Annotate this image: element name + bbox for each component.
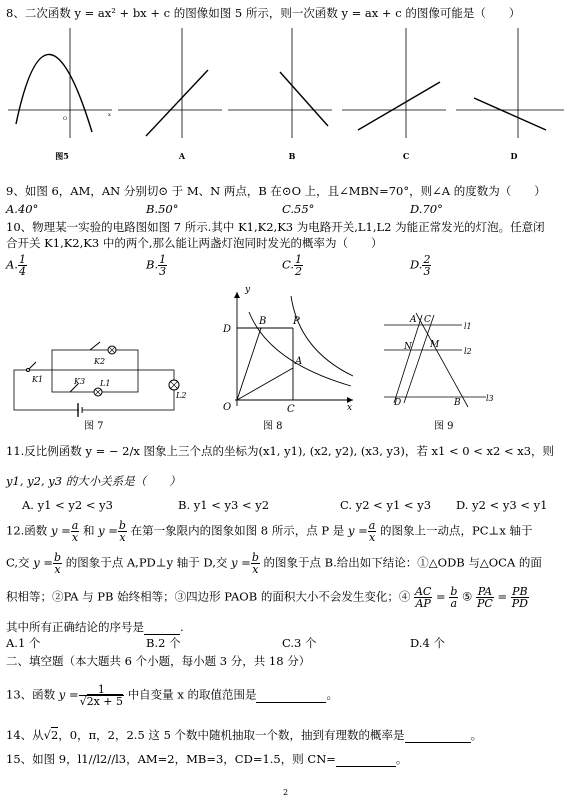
fig8-label-d: D	[223, 324, 232, 335]
q12-option-c: C.3 个	[282, 636, 317, 650]
fig8-label-x: x	[347, 403, 353, 413]
q14-answer-blank[interactable]	[405, 728, 471, 743]
q11-option-a: A. y1 < y2 < y3	[22, 498, 113, 512]
fig8-label-c: C	[287, 404, 295, 415]
q11-line1: 11.反比例函数 y = − 2/x 图象上三个点的坐标为(x1, y1), (x2, y2), (x3, y3)，若 x1 < 0 < x2 < x3，则	[6, 444, 555, 458]
fig8-label-y: y	[245, 285, 251, 295]
fig9-label-l1: l1	[464, 322, 472, 331]
fig8-label-o: O	[223, 402, 232, 413]
fig7-label-k1: K1	[32, 375, 44, 384]
q13-answer-blank[interactable]	[256, 688, 326, 703]
q10-line1: 10、物理某一实验的电路图如图 7 所示.其中 K1,K2,K3 为电路开关,L1,L2 为能正常发光的灯泡。任意闭	[6, 220, 545, 234]
q8-option-a-graph	[118, 26, 223, 141]
q9-option-b: B.50°	[146, 202, 179, 216]
page-number: 2	[283, 788, 289, 797]
fig7-caption: 图 7	[84, 421, 104, 432]
q12-line3: 积相等；②PA 与 PB 始终相等；③四边形 PAOB 的面积大小不会发生变化；④ $\frac{AC}{AP}$ = $\frac{b}{a}$ ⑤ $\frac{PA}{PC}$ = $\frac{PB}{PD}$	[6, 585, 528, 610]
fig7-label-l2: L2	[176, 391, 187, 400]
q11-option-b: B. y1 < y3 < y2	[178, 498, 270, 512]
fig7-circuit	[8, 340, 188, 420]
fig9-label-m: M	[430, 340, 440, 350]
fig8-caption: 图 8	[263, 421, 283, 432]
q14-text: 14、从√2，0，π，2，2.5 这 5 个数中随机抽取一个数，抽到有理数的概率是 。	[6, 728, 483, 742]
q12-line4: 其中所有正确结论的序号是 .	[6, 620, 184, 634]
fig8-label-p: P	[293, 316, 300, 327]
fig7-label-l1: L1	[100, 379, 111, 388]
q13-text: 13、函数 y = $\frac{1}{√2x + 5}$ 中自变量 x 的取值范围是 。	[6, 683, 338, 708]
q8-caption-c: C	[402, 151, 410, 161]
q8-caption-fig5: 图5	[55, 151, 69, 161]
q10-option-b: B. $\frac{1}{3}$	[146, 253, 167, 278]
q8-caption-b: B	[288, 151, 296, 161]
section-fill-in-title: 二、填空题（本大题共 6 个小题，每小题 3 分，共 18 分）	[6, 654, 311, 668]
fig8-label-b: B	[259, 316, 267, 327]
fig8-diagram	[215, 285, 365, 415]
origin-label: O	[63, 116, 68, 122]
q15-answer-blank[interactable]	[336, 752, 396, 767]
fig9-diagram	[378, 305, 498, 410]
fig7-label-k2: K2	[94, 357, 106, 366]
q15-text: 15、如图 9，l1//l2//l3，AM=2，MB=3，CD=1.5，则 CN= 。	[6, 752, 408, 766]
fig9-label-n: N	[404, 342, 412, 352]
q9-option-d: D.70°	[410, 202, 443, 216]
q10-option-c: C. $\frac{1}{2}$	[282, 253, 303, 278]
q12-answer-blank[interactable]	[144, 620, 180, 635]
q12-line2: C,交 y = $\frac{b}{x}$ 的图象于点 A,PD⊥y 轴于 D,交 y = $\frac{b}{x}$ 的图象于点 B.给出如下结论：①△ODB 与△OCA 的面	[6, 551, 542, 576]
q9-text: 9、如图 6，AM，AN 分别切⊙ 于 M、N 两点，B 在⊙O 上，且∠MBN=70°，则∠A 的度数为（ ）	[6, 184, 546, 198]
q8-caption-d: D	[510, 151, 518, 161]
q12-option-a: A.1 个	[6, 636, 41, 650]
fig9-label-b: B	[454, 398, 461, 408]
q8-fig5-parabola	[8, 26, 113, 141]
q9-option-a: A.40°	[6, 202, 39, 216]
fig9-label-a: A	[410, 315, 417, 325]
q8-option-d-graph	[456, 26, 566, 141]
q9-option-c: C.55°	[282, 202, 315, 216]
q12-line1: 12.函数 y = $\frac{a}{x}$ 和 y = $\frac{b}{x}$ 在第一象限内的图象如图 8 所示，点 P 是 y = $\frac{a}{x}$ 的图象上一动点，PC⊥x 轴于	[6, 519, 533, 544]
fig9-caption: 图 9	[434, 421, 454, 432]
q10-line2: 合开关 K1,K2,K3 中的两个,那么能让两盏灯泡同时发光的概率为（ ）	[6, 236, 383, 250]
axis-x-label: x	[108, 112, 111, 118]
q10-option-d: D. $\frac{2}{3}$	[410, 253, 431, 278]
fig8-label-a: A	[295, 356, 303, 367]
q12-option-d: D.4 个	[410, 636, 445, 650]
fig9-label-l3: l3	[486, 394, 494, 403]
q11-line2: y1, y2, y3 的大小关系是（ ）	[6, 474, 181, 488]
q8-option-b-graph	[228, 26, 333, 141]
q8-option-c-graph	[342, 26, 447, 141]
q11-option-c: C. y2 < y1 < y3	[340, 498, 432, 512]
fig7-label-k3: K3	[74, 377, 86, 386]
fig9-label-d: D	[394, 398, 402, 408]
q8-caption-a: A	[178, 151, 186, 161]
q11-option-d: D. y2 < y3 < y1	[456, 498, 548, 512]
fig9-label-c: C	[424, 315, 431, 325]
fig9-label-l2: l2	[464, 347, 472, 356]
q10-option-a: A. $\frac{1}{4}$	[6, 253, 26, 278]
q8-text: 8、二次函数 y = ax² + bx + c 的图像如图 5 所示，则一次函数 y = ax + c 的图像可能是（ ）	[6, 6, 521, 20]
q12-option-b: B.2 个	[146, 636, 181, 650]
